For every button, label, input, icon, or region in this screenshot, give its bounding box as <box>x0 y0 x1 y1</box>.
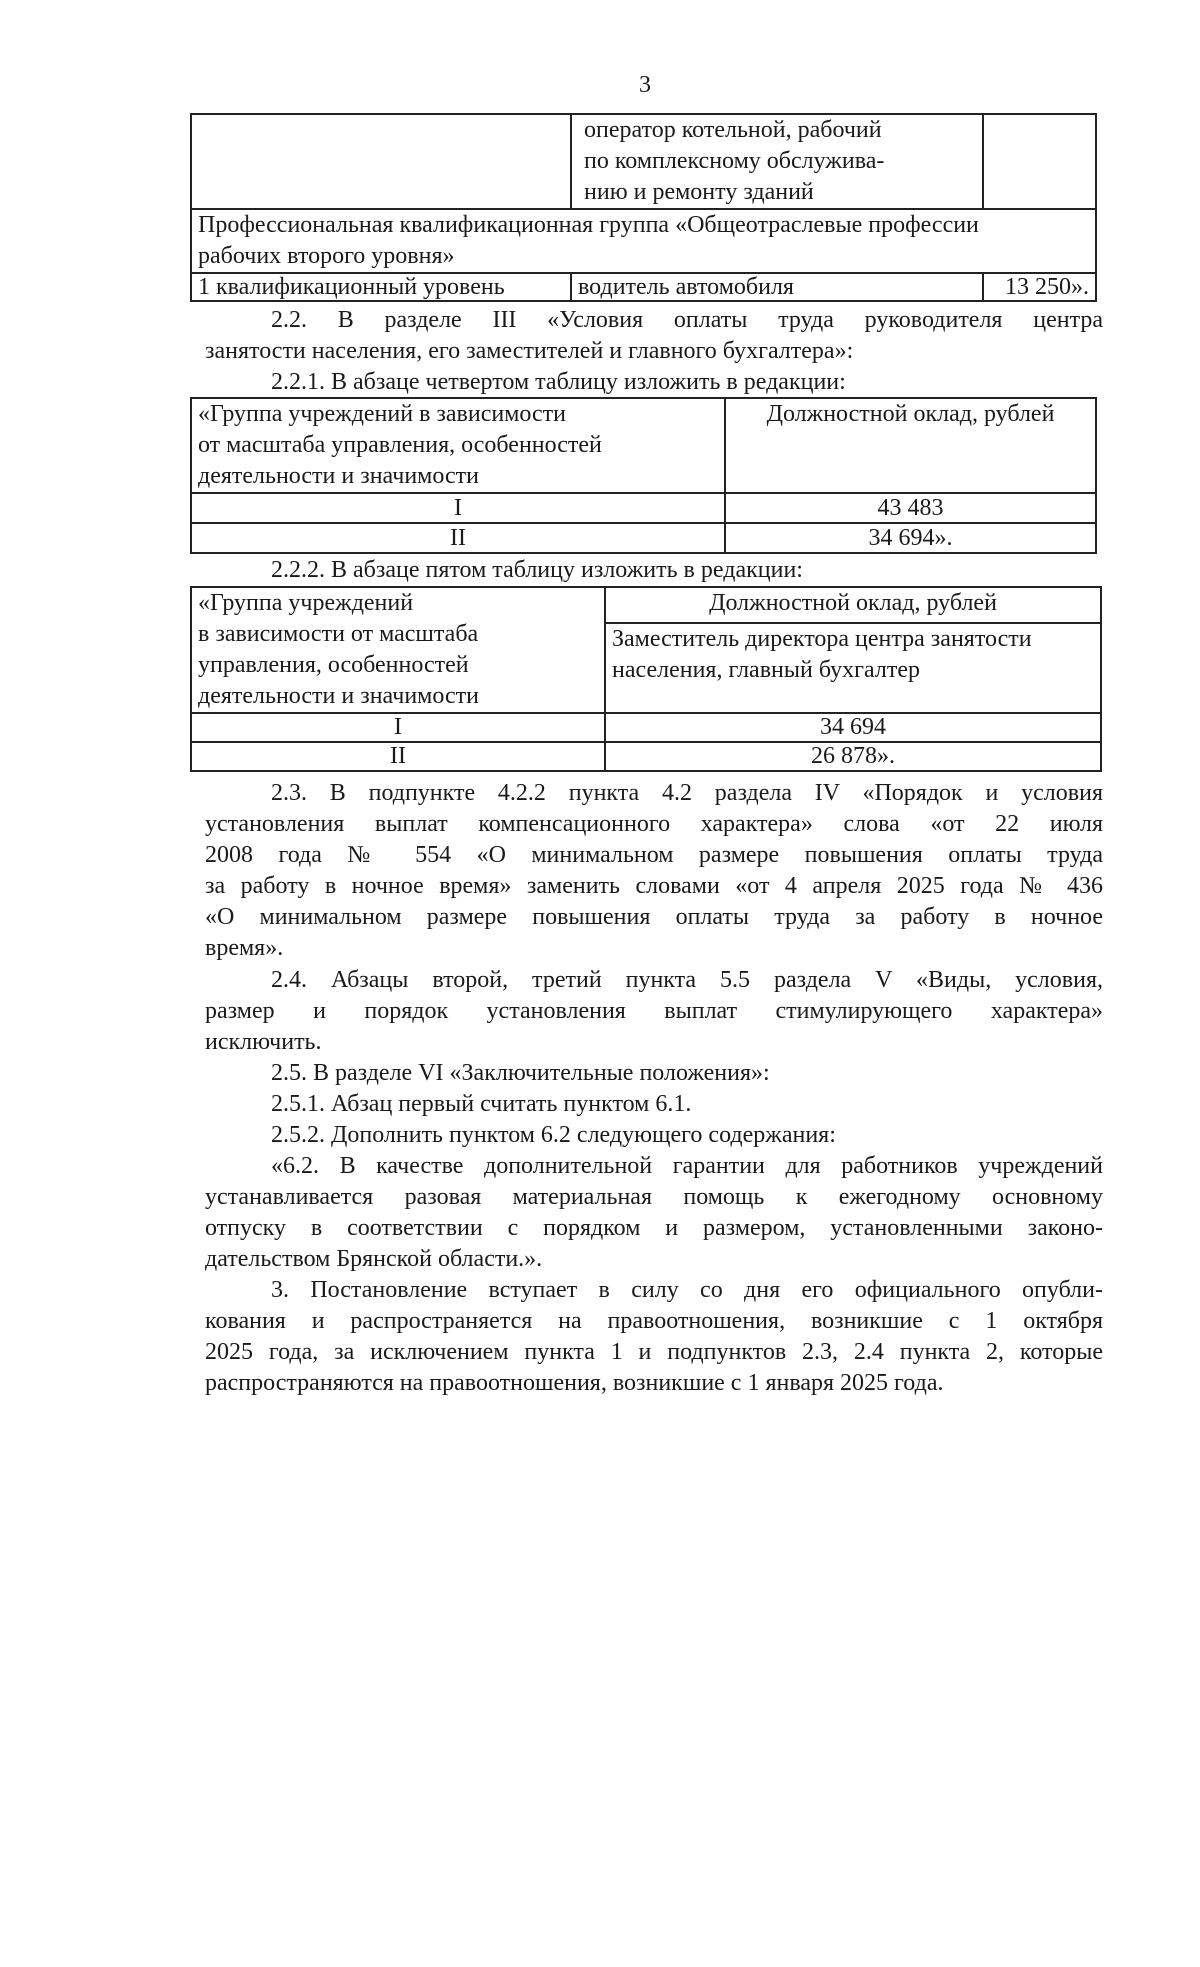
paragraph-line: распространяются на правоотношения, возникшие с 1 января 2025 года. <box>205 1370 944 1396</box>
paragraph-line: размер и порядок установления выплат стимулирующего характера» <box>205 998 1103 1024</box>
paragraph-2-2-2: 2.2.2. В абзаце пятом таблицу изложить в редакции: <box>271 557 803 583</box>
table-row <box>191 114 1096 209</box>
paragraph-2-5-1: 2.5.1. Абзац первый считать пунктом 6.1. <box>271 1091 692 1117</box>
table-cell-line: населения, главный бухгалтер <box>612 657 920 683</box>
table-cell-group: II <box>191 742 605 771</box>
table-cell-group: II <box>191 523 725 553</box>
paragraph-line: 2025 года, за исключением пункта 1 и подпунктов 2.3, 2.4 пункта 2, которые <box>205 1339 1103 1365</box>
table-salary-deputy <box>190 586 1102 772</box>
table-cell-salary: 43 483 <box>725 493 1096 523</box>
table-row <box>191 742 1101 771</box>
table-qualification-group <box>190 113 1097 302</box>
table-cell-line: в зависимости от масштаба <box>198 621 479 647</box>
table-cell-empty <box>191 114 571 209</box>
paragraph-2-2-1: 2.2.1. В абзаце четвертом таблицу изложить в редакции: <box>271 369 846 395</box>
table-cell-line: по комплексному обслужива- <box>584 148 885 174</box>
paragraph-line: 2.4. Абзацы второй, третий пункта 5.5 раздела V «Виды, условия, <box>271 967 1103 993</box>
paragraph-line: 2.2. В разделе III «Условия оплаты труда руководителя центра <box>271 307 1103 333</box>
table-cell-empty <box>983 114 1096 209</box>
paragraph-line: 3. Постановление вступает в силу со дня его официального опубли- <box>271 1277 1103 1303</box>
table-cell-line: Профессиональная квалификационная группа «Общеотраслевые профессии <box>198 212 979 238</box>
page-number: 3 <box>639 72 651 98</box>
paragraph-line: дательством Брянской области.». <box>205 1246 543 1272</box>
table-cell-salary: 26 878». <box>605 742 1101 771</box>
table-cell-positions <box>571 114 983 209</box>
paragraph-line: исключить. <box>205 1029 322 1055</box>
paragraph-line: установления выплат компенсационного характера» слова «от 22 июля <box>205 811 1103 837</box>
paragraph-line: время». <box>205 935 284 961</box>
paragraph-2-5: 2.5. В разделе VI «Заключительные положения»: <box>271 1060 770 1086</box>
table-cell-line: от масштаба управления, особенностей <box>198 432 602 458</box>
table-cell-line: управления, особенностей <box>198 652 469 678</box>
paragraph-line: 2008 года № 554 «О минимальном размере повышения оплаты труда <box>205 842 1103 868</box>
table-cell-salary: 34 694 <box>605 713 1101 742</box>
paragraph-2-5-2: 2.5.2. Дополнить пунктом 6.2 следующего содержания: <box>271 1122 836 1148</box>
paragraph-2-2 <box>205 305 1103 367</box>
paragraph-2-4 <box>205 965 1103 1058</box>
table-row <box>191 209 1096 273</box>
table-row <box>191 523 1096 553</box>
table-cell-salary: 34 694». <box>725 523 1096 553</box>
table-subheader-position <box>605 623 1101 713</box>
table-row <box>191 713 1101 742</box>
paragraph-6-2 <box>205 1151 1103 1275</box>
paragraph-line: 2.3. В подпункте 4.2.2 пункта 4.2 раздела IV «Порядок и условия <box>271 780 1103 806</box>
paragraph-line: отпуску в соответствии с порядком и размером, установленными законо- <box>205 1215 1103 1241</box>
table-cell-position: водитель автомобиля <box>571 273 983 301</box>
table-row <box>191 587 1101 623</box>
table-row <box>191 273 1096 301</box>
table-header-group <box>191 587 605 713</box>
paragraph-line: за работу в ночное время» заменить словами «от 4 апреля 2025 года № 436 <box>205 873 1103 899</box>
table-cell-line: оператор котельной, рабочий <box>584 117 882 143</box>
table-header-salary: Должностной оклад, рублей <box>605 587 1101 623</box>
paragraph-line: занятости населения, его заместителей и главного бухгалтера»: <box>205 338 854 364</box>
table-cell-line: деятельности и значимости <box>198 463 479 489</box>
paragraph-2-3 <box>205 778 1103 964</box>
table-salary-director <box>190 397 1097 554</box>
paragraph-line: кования и распространяется на правоотношения, возникшие с 1 октября <box>205 1308 1103 1334</box>
table-cell-salary: 13 250». <box>983 273 1096 301</box>
table-cell-line: «Группа учреждений в зависимости <box>198 401 566 427</box>
table-cell-line: рабочих второго уровня» <box>198 243 455 269</box>
paragraph-3 <box>205 1275 1103 1399</box>
table-group-header <box>191 209 1096 273</box>
table-row <box>191 493 1096 523</box>
table-cell-line: «Группа учреждений <box>198 590 414 616</box>
table-cell-line: нию и ремонту зданий <box>584 179 814 205</box>
table-cell-line: Заместитель директора центра занятости <box>612 626 1032 652</box>
table-header-group <box>191 398 725 493</box>
paragraph-line: «6.2. В качестве дополнительной гарантии для работников учреждений <box>271 1153 1103 1179</box>
table-header-salary: Должностной оклад, рублей <box>725 398 1096 493</box>
table-cell-group: I <box>191 493 725 523</box>
paragraph-line: устанавливается разовая материальная помощь к ежегодному основному <box>205 1184 1103 1210</box>
table-row <box>191 398 1096 493</box>
paragraph-line: «О минимальном размере повышения оплаты труда за работу в ночное <box>205 904 1103 930</box>
table-cell-group: I <box>191 713 605 742</box>
table-cell-line: деятельности и значимости <box>198 683 479 709</box>
table-cell-level: 1 квалификационный уровень <box>191 273 571 301</box>
